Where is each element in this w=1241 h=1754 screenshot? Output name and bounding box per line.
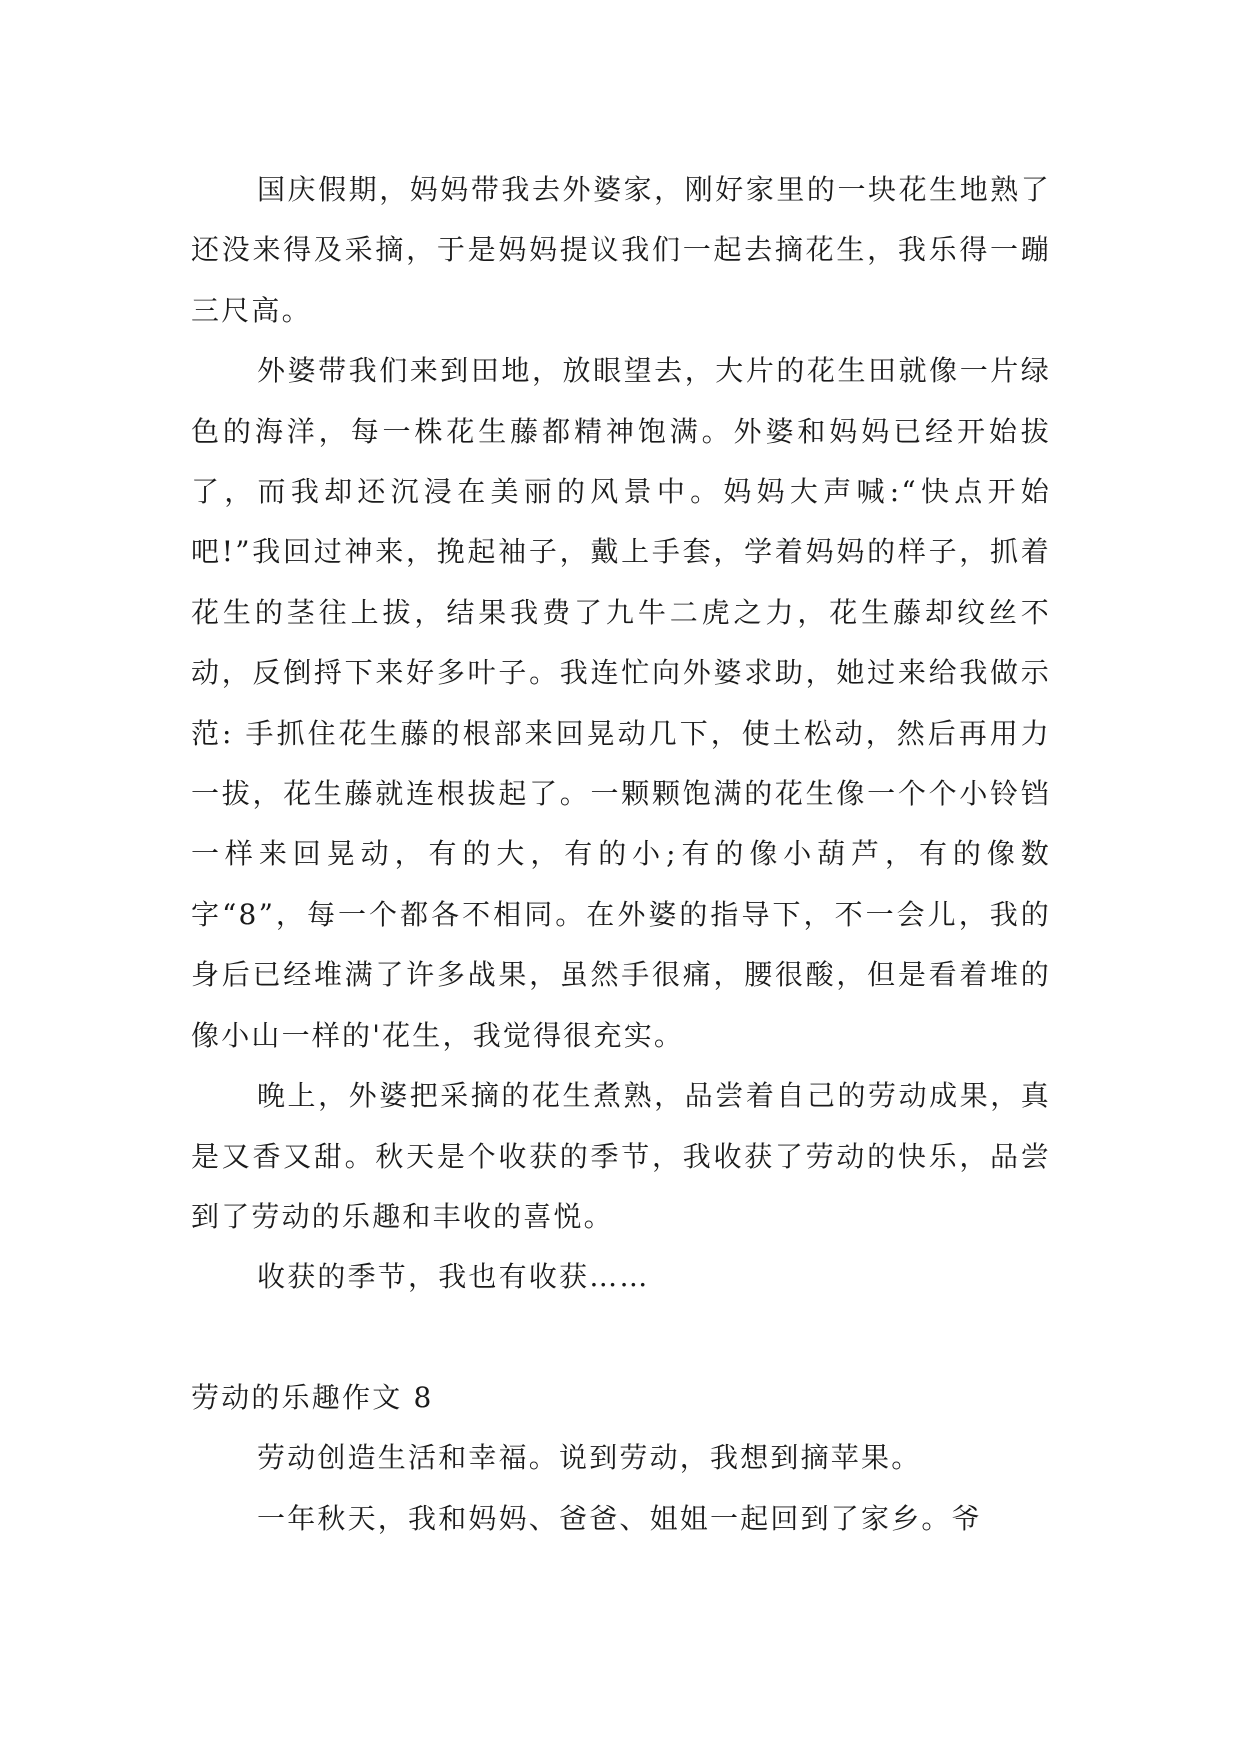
blank-line bbox=[191, 1308, 1051, 1368]
document-body bbox=[191, 160, 1051, 1549]
section-title: 劳动的乐趣作文 8 bbox=[191, 1380, 434, 1414]
paragraph: 劳动创造生活和幸福。说到劳动，我想到摘苹果。 bbox=[257, 1441, 922, 1475]
paragraph: 外婆带我们来到田地，放眼望去，大片的花生田就像一片绿色的海洋，每一株花生藤都精神饱满。外婆和妈妈已经开始拔了，而我却还沉浸在美丽的风景中。妈妈大声喊:“快点开始吧!”我回过神来，挽起袖子，戴上手套，学着妈妈的样子，抓着花生的茎往上拔，结果我费了九牛二虎之力，花生藤却纹丝不动，反倒捋下来好多叶子。我连忙向外婆求助，她过来给我做示范: 手抓住花生藤的根部来回晃动几下，使土松动，然后再用力一拔，花生藤就连根拔起了。一颗颗饱满的花生像一个个小铃铛一样来回晃动，有的大，有的小;有的像小葫芦，有的像数字“8”，每一个都各不相同。在外婆的指导下，不一会儿，我的身后已经堆满了许多战果，虽然手很痛，腰很酸，但是看着堆的像小山一样的'花生，我觉得很充实。 bbox=[191, 354, 1051, 1052]
paragraph: 国庆假期，妈妈带我去外婆家，刚好家里的一块花生地熟了还没来得及采摘，于是妈妈提议我们一起去摘花生，我乐得一蹦三尺高。 bbox=[191, 173, 1051, 327]
paragraph: 晚上，外婆把采摘的花生煮熟，品尝着自己的劳动成果，真是又香又甜。秋天是个收获的季节，我收获了劳动的快乐，品尝到了劳动的乐趣和丰收的喜悦。 bbox=[191, 1079, 1051, 1233]
paragraph: 收获的季节，我也有收获…… bbox=[257, 1260, 650, 1294]
paragraph: 一年秋天，我和妈妈、爸爸、姐姐一起回到了家乡。爷 bbox=[257, 1501, 982, 1535]
